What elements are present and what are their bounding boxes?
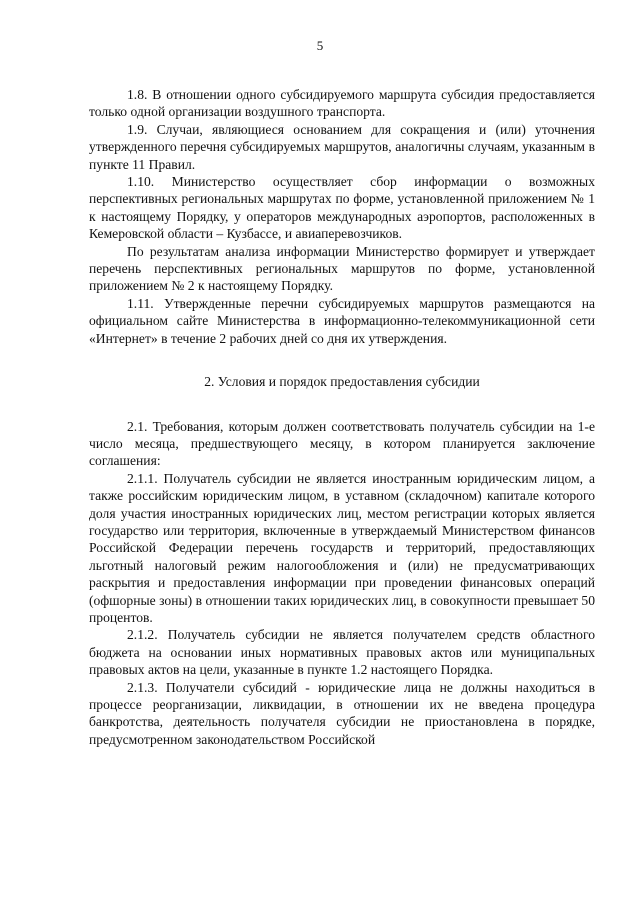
paragraph-2-1-1: 2.1.1. Получатель субсидии не является иностранным юридическим лицом, а также российским юридическим лицом, в уставном (складочном) капитале которого доля участия иностранных юридических лиц, местом регистрации которых является государство или территория, включенные в утверждаемый Министерством финансов Российской Федерации перечень государств и территорий, предоставляющих льготный налоговый режим налогообложения и (или) не предусматривающих раскрытия и предоставления информации при проведении финансовых операций (офшорные зоны) в отношении таких юридических лиц, в совокупности превышает 50 процентов. bbox=[89, 470, 595, 625]
paragraph-1-9: 1.9. Случаи, являющиеся основанием для сокращения и (или) уточнения утвержденного перечня субсидируемых маршрутов, аналогичны случаям, указанным в пункте 11 Правил. bbox=[89, 121, 595, 172]
paragraph-1-10-results: По результатам анализа информации Министерство формирует и утверждает перечень перспективных региональных маршрутов по форме, установленной приложением № 2 к настоящему Порядку. bbox=[89, 243, 595, 294]
page-number: 5 bbox=[316, 38, 324, 53]
paragraph-2-1-2: 2.1.2. Получатель субсидии не является получателем средств областного бюджета на основании иных нормативных правовых актов или муниципальных правовых актов на цели, указанные в пункте 1.2 настоящего Порядка. bbox=[89, 627, 595, 678]
document-body bbox=[89, 86, 595, 748]
paragraph-1-11: 1.11. Утвержденные перечни субсидируемых маршрутов размещаются на официальном сайте Министерства в информационно-телекоммуникационной сети «Интернет» в течение 2 рабочих дней со дня их утверждения. bbox=[89, 295, 595, 346]
paragraph-2-1: 2.1. Требования, которым должен соответствовать получатель субсидии на 1-е число месяца, предшествующего месяцу, в котором планируется заключение соглашения: bbox=[89, 418, 595, 469]
paragraph-1-8: 1.8. В отношении одного субсидируемого маршрута субсидия предоставляется только одной организации воздушного транспорта. bbox=[89, 87, 595, 120]
paragraph-2-1-3: 2.1.3. Получатели субсидий - юридические лица не должны находиться в процессе реорганизации, ликвидации, в отношении их не введена процедура банкротства, деятельность получателя субсидии не приостановлена в порядке, предусмотренном законодательством Российской bbox=[89, 679, 595, 747]
paragraph-1-10: 1.10. Министерство осуществляет сбор информации о возможных перспективных региональных маршрутах по форме, установленной приложением № 1 к настоящему Порядку, у операторов международных аэропортов, расположенных в Кемеровской области – Кузбассе, и авиаперевозчиков. bbox=[89, 174, 595, 242]
section-heading: 2. Условия и порядок предоставления субсидии bbox=[204, 374, 480, 390]
